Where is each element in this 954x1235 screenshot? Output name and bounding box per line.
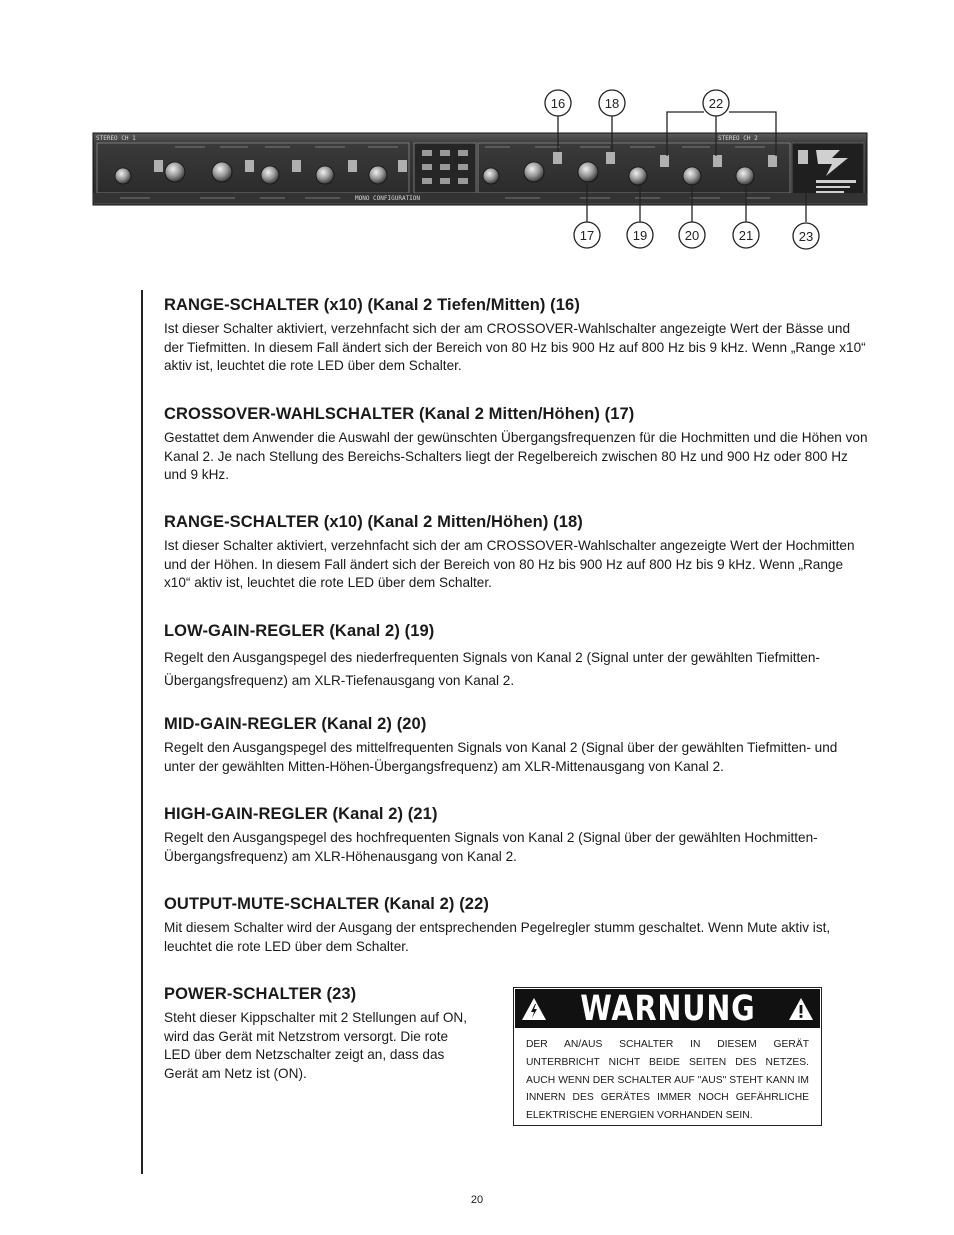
svg-text:23: 23 [798, 229, 814, 244]
svg-text:16: 16 [550, 96, 566, 111]
section-heading: CROSSOVER-WAHLSCHALTER (Kanal 2 Mitten/Höhen) (17) [164, 405, 635, 423]
callout-17 [574, 222, 600, 248]
lightning-warning-icon [521, 997, 547, 1021]
svg-text:21: 21 [738, 228, 754, 243]
section-range-switch-16 [164, 294, 870, 376]
section-body: Mit diesem Schalter wird der Ausgang der entsprechenden Pegelregler stumm geschaltet. Wenn Mute aktiv ist, leuchtet die rote LED über dem Schalter. [164, 920, 831, 954]
section-crossover-selector-17 [164, 403, 870, 485]
warning-box [513, 987, 822, 1126]
callout-18 [599, 90, 625, 116]
panel-label-stereo-ch2: STEREO CH 2 [718, 135, 758, 142]
page-number: 20 [470, 1194, 484, 1206]
svg-text:20: 20 [684, 228, 700, 243]
svg-text:18: 18 [604, 96, 620, 111]
panel-label-stereo-ch1: STEREO CH 1 [96, 135, 136, 142]
svg-text:19: 19 [632, 228, 648, 243]
section-heading: RANGE-SCHALTER (x10) (Kanal 2 Mitten/Höhen) (18) [164, 513, 583, 531]
section-heading: HIGH-GAIN-REGLER (Kanal 2) (21) [164, 805, 438, 823]
svg-text:17: 17 [579, 228, 595, 243]
warning-title: WARNUNG [579, 988, 756, 1029]
section-body: Ist dieser Schalter aktiviert, verzehnfacht sich der am CROSSOVER-Wahlschalter angezeigte Wert der Bässe und der Tiefmitten. In diesem Fall ändert sich der Bereich von 80 Hz bis 900 Hz auf 800 Hz bis 9 kHz. Wenn „Range x10“ aktiv ist, leuchtet die rote LED über dem Schalter. [164, 321, 866, 373]
section-body: Steht dieser Kippschalter mit 2 Stellungen auf ON, wird das Gerät mit Netzstrom versorgt. Die rote LED über dem Netzschalter zeigt an, dass das Gerät am Netz ist (ON). [164, 1010, 467, 1081]
section-low-gain-19 [164, 620, 870, 692]
callout-23 [793, 223, 819, 249]
section-heading: RANGE-SCHALTER (x10) (Kanal 2 Tiefen/Mitten) (16) [164, 296, 580, 314]
section-heading: OUTPUT-MUTE-SCHALTER (Kanal 2) (22) [164, 895, 489, 913]
device-front-panel [93, 133, 867, 205]
section-body: Gestattet dem Anwender die Auswahl der gewünschten Übergangsfrequenzen für die Hochmitten und die Höhen von Kanal 2. Je nach Stellung des Bereichs-Schalters liegt der Regelbereich zwischen 80 Hz und 900 Hz oder 800 Hz und 9 kHz. [164, 430, 868, 482]
warning-banner [515, 989, 820, 1028]
callout-19 [627, 222, 653, 248]
warning-text: DER AN/AUS SCHALTER IN DIESEM GERÄT UNTERBRICHT NICHT BEIDE SEITEN DES NETZES. AUCH WENN DER SCHALTER AUF "AUS" STEHT KANN IM INNERN DES GERÄTES IMMER NOCH GEFÄHRLICHE ELEKTRISCHE ENERGIEN VORHANDEN SEIN. [526, 1039, 809, 1122]
section-range-switch-18 [164, 511, 870, 593]
section-heading: POWER-SCHALTER (23) [164, 985, 357, 1003]
section-body: Regelt den Ausgangspegel des niederfrequenten Signals von Kanal 2 (Signal unter der gewählten Tiefmitten-Übergangsfrequenz) am XLR-Tiefenausgang von Kanal 2. [164, 650, 820, 688]
svg-text:22: 22 [708, 96, 724, 111]
margin-rule [141, 290, 143, 1174]
exclamation-warning-icon [788, 997, 814, 1021]
section-output-mute-22 [164, 893, 870, 956]
front-panel-figure [0, 0, 954, 260]
callout-21 [733, 222, 759, 248]
section-mid-gain-20 [164, 713, 870, 776]
section-body: Regelt den Ausgangspegel des mittelfrequenten Signals von Kanal 2 (Signal über der gewählten Tiefmitten- und unter der gewählten Mitten-Höhen-Übergangsfrequenz) am XLR-Mittenausgang von Kanal 2. [164, 740, 838, 774]
section-heading: MID-GAIN-REGLER (Kanal 2) (20) [164, 715, 427, 733]
section-heading: LOW-GAIN-REGLER (Kanal 2) (19) [164, 622, 435, 640]
section-high-gain-21 [164, 803, 870, 866]
section-body: Ist dieser Schalter aktiviert, verzehnfacht sich der am CROSSOVER-Wahlschalter angezeigte Wert der Hochmitten und der Höhen. In diesem Fall ändert sich der Bereich von 80 Hz bis 900 Hz auf 800 Hz bis 9 kHz. Wenn „Range x10“ aktiv ist, leuchtet die rote LED über dem Schalter. [164, 538, 855, 590]
callout-16 [545, 90, 571, 116]
panel-label-mono-configuration: MONO CONFIGURATION [355, 195, 421, 202]
section-power-switch-23 [164, 983, 474, 1083]
callout-20 [679, 222, 705, 248]
section-body: Regelt den Ausgangspegel des hochfrequenten Signals von Kanal 2 (Signal über der gewählten Hochmitten-Übergangsfrequenz) am XLR-Höhenausgang von Kanal 2. [164, 830, 818, 864]
callout-22 [703, 90, 729, 116]
